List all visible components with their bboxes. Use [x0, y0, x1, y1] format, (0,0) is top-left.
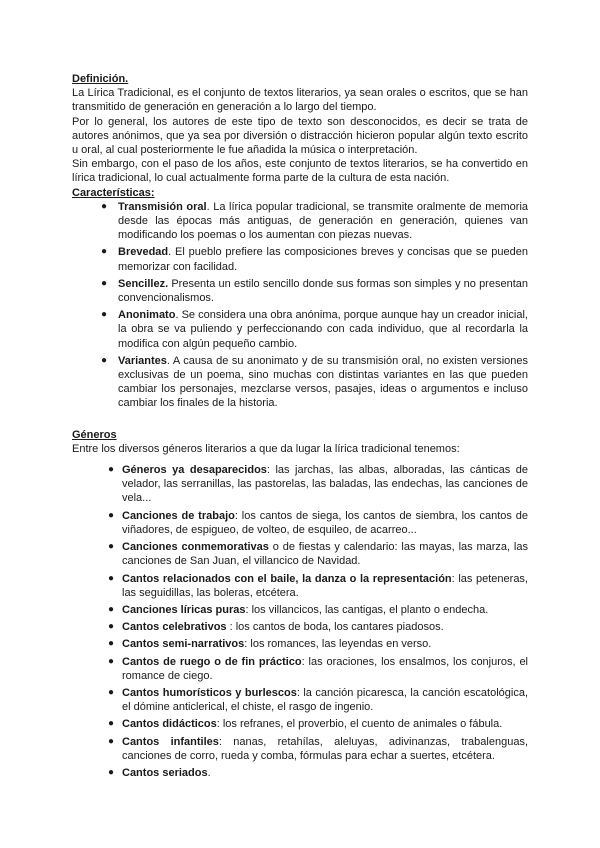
- bullet-icon: ●: [108, 464, 115, 476]
- bullet-icon: ●: [108, 638, 115, 650]
- bullet-icon: ●: [108, 718, 115, 730]
- item-term: Géneros ya desaparecidos: [122, 464, 267, 477]
- list-item: [108, 603, 528, 617]
- list-item: [108, 717, 528, 731]
- list-item: [108, 620, 528, 634]
- item-text: : los cantos de siega, los cantos de siembra, los cantos de viñadores, de espigueo, de volteo, de esquileo, de acarreo...: [122, 509, 528, 536]
- item-text: : la canción picaresca, la canción escatológica, el dómine anticlerical, el chiste, el rasgo de ingenio.: [122, 686, 528, 714]
- caracteristicas-list: [101, 200, 529, 411]
- bullet-icon: ●: [108, 541, 115, 553]
- generos-heading: Géneros: [72, 428, 117, 441]
- item-text: : los cantos de boda, los cantares piadosos.: [226, 621, 444, 634]
- item-text: : nanas, retahílas, aleluyas, adivinanzas, trabalenguas, canciones de corro, rueda y comba, fórmulas para echar a suertes, etcétera.: [122, 735, 529, 762]
- definicion-paragraph-2: Por lo general, los autores de este tipo de texto son desconocidos, es decir se trata de autores anónimos, que ya sea por diversión o distracción hicieron popular algún texto escrito u oral, al cual posteriormente le fue añadida la música o interpretación.: [72, 115, 528, 157]
- list-item: [101, 277, 528, 305]
- generos-list: [108, 463, 528, 780]
- item-text: o de fiestas y calendario: las mayas, las marza, las canciones de San Juan, el villancico de Navidad.: [122, 541, 528, 568]
- item-text: : las peteneras, las seguidillas, las boleras, etcétera.: [122, 572, 528, 599]
- item-term: Brevedad: [118, 246, 169, 259]
- bullet-icon: ●: [108, 686, 115, 698]
- bullet-icon: ●: [101, 354, 108, 366]
- list-item: [101, 245, 528, 273]
- list-item: [108, 463, 528, 506]
- bullet-icon: ●: [101, 200, 108, 212]
- item-term: Cantos celebrativos: [122, 621, 227, 634]
- definicion-paragraph-3: Sin embargo, con el paso de los años, este conjunto de textos literarios, se ha convertido en lírica tradicional, lo cual actualmente forma parte de la cultura de esta nación.: [72, 158, 528, 185]
- item-term: Transmisión oral: [118, 200, 207, 213]
- bullet-icon: ●: [108, 766, 115, 778]
- item-text: : los villancicos, las cantigas, el planto o endecha.: [245, 603, 489, 616]
- bullet-icon: ●: [108, 509, 115, 521]
- item-term: Anonimato: [118, 309, 176, 322]
- item-term: Cantos seriados: [122, 766, 208, 779]
- bullet-icon: ●: [108, 655, 115, 667]
- bullet-icon: ●: [101, 246, 108, 258]
- list-item: [108, 766, 528, 780]
- bullet-icon: ●: [108, 621, 115, 633]
- item-term: Canciones de trabajo: [122, 509, 235, 522]
- item-text: : los romances, las leyendas en verso.: [244, 638, 432, 651]
- list-item: [101, 200, 529, 243]
- document-page: [72, 72, 528, 783]
- item-term: Cantos de ruego o de fin práctico: [122, 655, 302, 668]
- list-item: [101, 308, 528, 351]
- bullet-icon: ●: [101, 309, 108, 321]
- item-text: : los refranes, el proverbio, el cuento de animales o fábula.: [216, 718, 503, 731]
- item-text: . La lírica popular tradicional, se transmite oralmente de memoria desde las épocas más antiguas, de generación en generación, quienes van modificando los poemas o los aumentan con piezas nuevas.: [118, 200, 529, 242]
- item-text: : las jarchas, las albas, alboradas, las cánticas de velador, las serranillas, las pastorelas, las baladas, las endechas, las canciones de vela...: [122, 464, 528, 505]
- spacer: [72, 414, 528, 428]
- item-term: Variantes: [118, 354, 167, 367]
- list-item: [108, 540, 528, 568]
- spacer: [72, 456, 528, 463]
- item-term: Cantos didácticos: [122, 718, 217, 731]
- list-item: [101, 354, 528, 411]
- list-item: [108, 655, 528, 683]
- list-item: [108, 572, 528, 600]
- definicion-heading: Definición.: [72, 73, 129, 85]
- bullet-icon: ●: [108, 735, 115, 747]
- bullet-icon: ●: [108, 572, 115, 584]
- item-text: .: [207, 766, 211, 779]
- bullet-icon: ●: [101, 277, 108, 289]
- item-text: . Se considera una obra anónima, porque aunque hay un creador inicial, la obra se va puliendo y perfeccionando con cada individuo, que al recordarla la modifica con algún pequeño cambio.: [118, 309, 528, 350]
- bullet-icon: ●: [108, 603, 115, 615]
- item-term: Sencillez.: [118, 277, 169, 290]
- item-term: Cantos humorísticos y burlescos: [122, 686, 297, 699]
- list-item: [108, 509, 528, 537]
- item-term: Canciones líricas puras: [122, 603, 246, 616]
- item-text: . El pueblo prefiere las composiciones breves y concisas que se pueden memorizar con facilidad.: [118, 246, 528, 273]
- item-term: Canciones conmemorativas: [122, 541, 269, 554]
- item-term: Cantos relacionados con el baile, la danza o la representación: [122, 572, 452, 585]
- list-item: [108, 735, 528, 763]
- item-term: Cantos infantiles: [122, 735, 219, 748]
- item-text: Presenta un estilo sencillo donde sus formas son simples y no presentan convencionalismos.: [118, 277, 528, 305]
- item-term: Cantos semi-narrativos: [122, 638, 245, 651]
- list-item: [108, 686, 528, 714]
- item-text: . A causa de su anonimato y de su transmisión oral, no existen versiones exclusivas de un poema, sino muchas con distintas variantes en las que pueden cambiar los personajes, mezclarse versos, pasajes, ideas o argumentos e incluso cambiar los finales de la historia.: [118, 354, 528, 410]
- item-text: : las oraciones, los ensalmos, los conjuros, el romance de ciego.: [122, 655, 529, 682]
- list-item: [108, 637, 528, 651]
- caracteristicas-heading: Características:: [72, 186, 155, 199]
- definicion-paragraph-1: La Lírica Tradicional, es el conjunto de textos literarios, ya sean orales o escritos, que se han transmitido de generación en generación a lo largo del tiempo.: [72, 87, 528, 114]
- generos-intro: Entre los diversos géneros literarios a que da lugar la lírica tradicional tenemos:: [72, 442, 460, 455]
